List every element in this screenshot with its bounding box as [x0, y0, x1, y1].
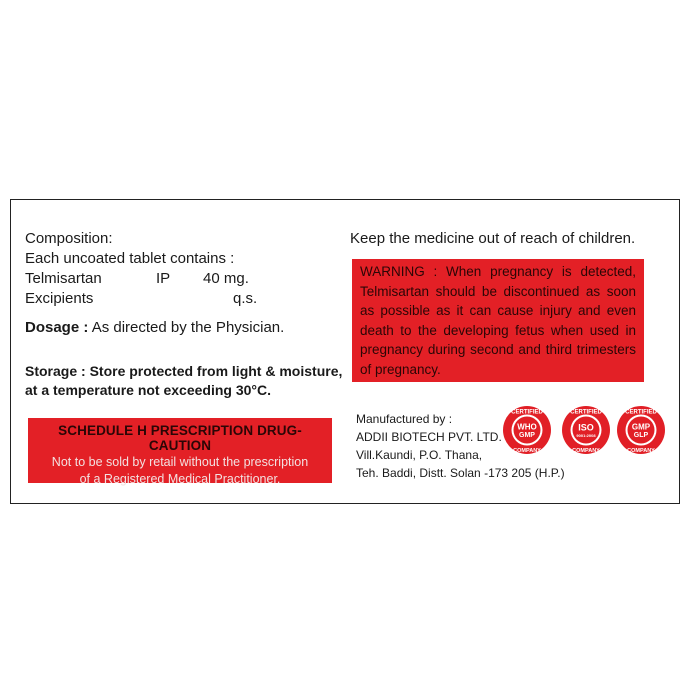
seal-middle-text: WHO: [517, 422, 537, 432]
schedule-line-2: of a Registered Medical Practitioner.: [79, 472, 281, 486]
excipient-amount: q.s.: [233, 290, 258, 307]
seal-top-text: CERTIFIED: [570, 409, 602, 416]
dosage-label: Dosage :: [25, 319, 89, 336]
ingredient-name: Telmisartan: [25, 270, 102, 287]
keep-out-of-reach: Keep the medicine out of reach of children.: [350, 230, 636, 247]
seal-middle-text-2: GMP: [519, 432, 535, 439]
warning-text: WARNING : When pregnancy is detected, Telmisartan should be discontinued as soon as possible as it can cause injury and even death to the developing fetus when used in pregnancy during second and third trimesters of pregnancy.: [360, 264, 636, 377]
manufacturer-address-1: Vill.Kaundi, P.O. Thana,: [356, 448, 483, 462]
excipient-name: Excipients: [25, 290, 94, 307]
carton-panel: [10, 199, 680, 504]
schedule-h-caution-box: [28, 418, 332, 486]
storage-line-2: at a temperature not exceeding 30°C.: [25, 382, 272, 398]
dosage-text: As directed by the Physician.: [91, 319, 285, 336]
storage-line-1: Storage : Store protected from light & moisture,: [25, 363, 343, 379]
ingredient-grade: IP: [156, 270, 171, 287]
seal-middle-text: GMP: [631, 422, 651, 432]
pregnancy-warning-box: [352, 259, 644, 382]
seal-bottom-text: COMPANY: [627, 448, 655, 454]
who-gmp-seal: [502, 405, 552, 455]
manufactured-by-label: Manufactured by :: [356, 412, 453, 426]
schedule-line-1: Not to be sold by retail without the prescription: [51, 455, 309, 469]
seal-top-text: CERTIFIED: [625, 409, 657, 416]
dosage-line: [25, 319, 284, 336]
seal-top-text: CERTIFIED: [511, 409, 543, 416]
manufacturer-name: ADDII BIOTECH PVT. LTD.: [356, 430, 502, 444]
composition-heading: Composition:: [25, 230, 113, 247]
ingredient-amount: 40 mg.: [203, 270, 249, 287]
gmp-glp-seal: [616, 405, 666, 455]
seal-middle-text-2: GLP: [633, 432, 649, 439]
schedule-title: SCHEDULE H PRESCRIPTION DRUG-CAUTION: [58, 423, 302, 453]
seal-bottom-text: COMPANY: [513, 448, 541, 454]
seal-middle-text: ISO: [578, 422, 594, 433]
composition-intro: Each uncoated tablet contains :: [25, 250, 235, 267]
iso-seal: [561, 405, 611, 455]
seal-middle-text-2: 9001:2008: [576, 433, 596, 438]
seal-bottom-text: COMPANY: [572, 448, 600, 454]
manufacturer-address-2: Teh. Baddi, Distt. Solan -173 205 (H.P.): [356, 466, 565, 480]
